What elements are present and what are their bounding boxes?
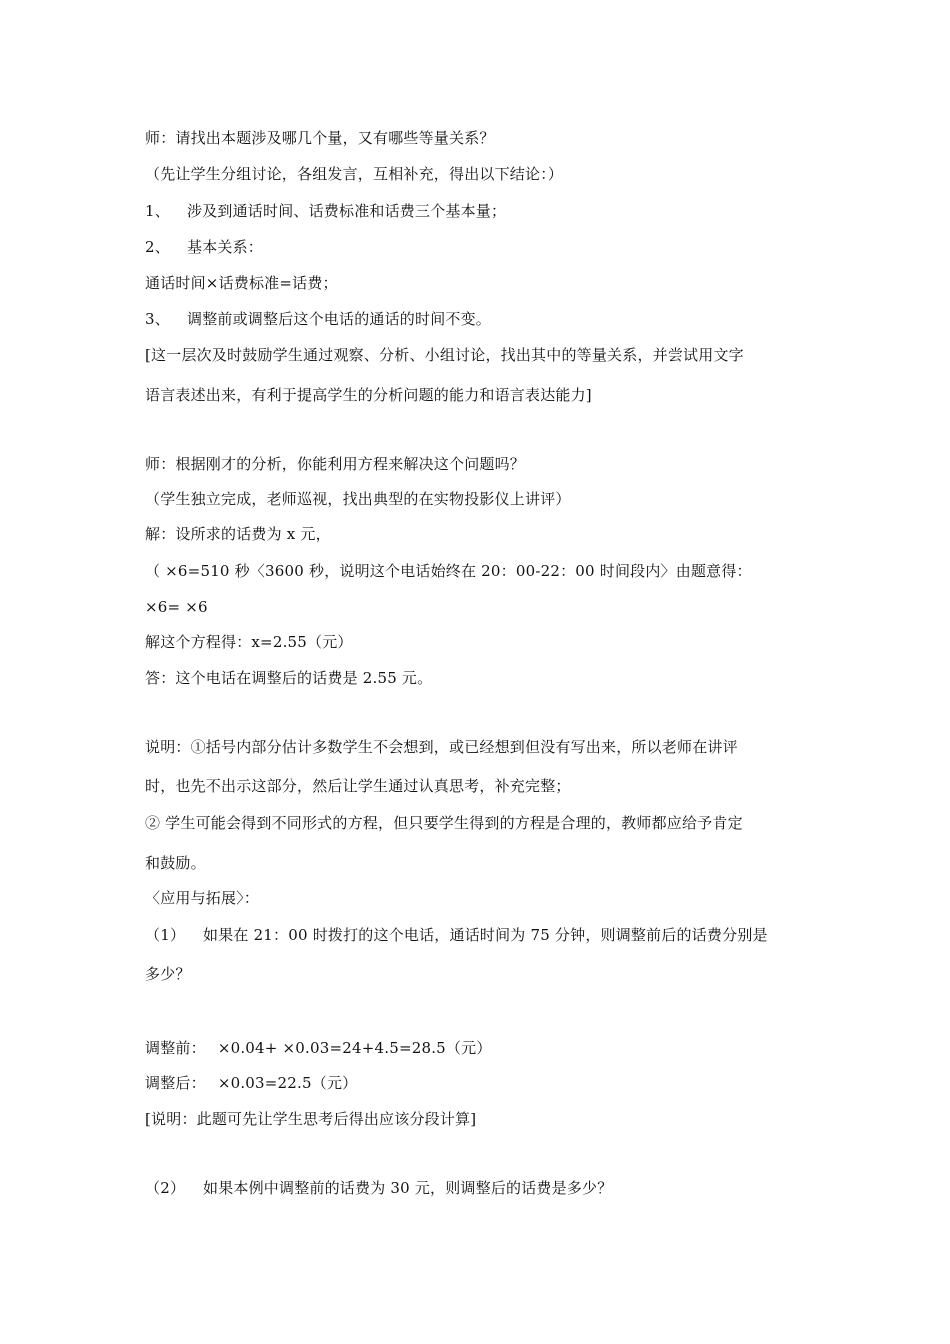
calc-after — [145, 1073, 357, 1093]
calc-text: ×0.04+ ×0.03=24+4.5=28.5（元） — [217, 1039, 492, 1057]
exercise-2 — [145, 1178, 612, 1198]
teaching-note-line-1: [这一层次及时鼓励学生通过观察、分析、小组讨论，找出其中的等量关系，并尝试用文字 — [145, 346, 744, 364]
explanation-line-1: 说明：①括号内部分估计多数学生不会想到，或已经想到但没有写出来，所以老师在讲评 — [145, 738, 738, 756]
list-text: 基本关系： — [187, 238, 264, 256]
conclusion-item-2 — [145, 237, 263, 257]
teacher-question-2: 师：根据刚才的分析，你能利用方程来解决这个问题吗？ — [145, 455, 526, 473]
solution-result: 解这个方程得：x=2.55（元） — [145, 633, 353, 651]
explanation-line-4: 和鼓励。 — [145, 854, 206, 872]
exercise-1 — [145, 925, 768, 945]
exercise-number: （1） — [145, 926, 186, 944]
conclusion-item-3 — [145, 309, 491, 329]
exercise-text: 如果本例中调整前的话费为 30 元，则调整后的话费是多少？ — [203, 1179, 613, 1197]
exercise-1-continued: 多少？ — [145, 965, 191, 983]
solution-answer: 答：这个电话在调整后的话费是 2.55 元。 — [145, 669, 433, 687]
exercise-number: （2） — [145, 1179, 186, 1197]
student-work-note: （学生独立完成，老师巡视，找出典型的在实物投影仪上讲评） — [145, 490, 571, 508]
conclusion-item-1 — [145, 201, 506, 221]
teacher-question-1: 师：请找出本题涉及哪几个量，又有哪些等量关系？ — [145, 129, 495, 147]
explanation-line-2: 时，也先不出示这部分，然后让学生通过认真思考，补充完整； — [145, 777, 571, 795]
explanation-line-3: ② 学生可能会得到不同形式的方程，但只要学生得到的方程是合理的，教师都应给予肯定 — [145, 814, 743, 832]
teaching-note-line-2: 语言表述出来，有利于提高学生的分析问题的能力和语言表达能力] — [145, 386, 592, 404]
calc-before — [145, 1038, 492, 1058]
group-discussion-note: （先让学生分组讨论，各组发言，互相补充，得出以下结论：） — [145, 165, 564, 183]
solution-equation: ×6= ×6 — [145, 598, 208, 616]
application-heading: 〈应用与拓展〉： — [145, 889, 260, 907]
calc-label: 调整后： — [145, 1074, 206, 1092]
basic-relation: 通话时间×话费标准=话费； — [145, 274, 338, 292]
solution-setup: 解：设所求的话费为 x 元， — [145, 525, 331, 543]
calc-text: ×0.03=22.5（元） — [217, 1074, 358, 1092]
exercise-text: 如果在 21：00 时拨打的这个电话，通话时间为 75 分钟，则调整前后的话费分别是 — [203, 926, 768, 944]
list-text: 调整前或调整后这个电话的通话的时间不变。 — [187, 310, 492, 328]
list-number: 1、 — [145, 202, 170, 220]
solution-condition: （ ×6=510 秒〈3600 秒，说明这个电话始终在 20：00-22：00 时间段内〉由题意得： — [145, 562, 752, 580]
calc-label: 调整前： — [145, 1039, 206, 1057]
list-text: 涉及到通话时间、话费标准和话费三个基本量； — [187, 202, 507, 220]
list-number: 2、 — [145, 238, 170, 256]
exercise-1-note: [说明：此题可先让学生思考后得出应该分段计算] — [145, 1110, 477, 1128]
list-number: 3、 — [145, 310, 170, 328]
